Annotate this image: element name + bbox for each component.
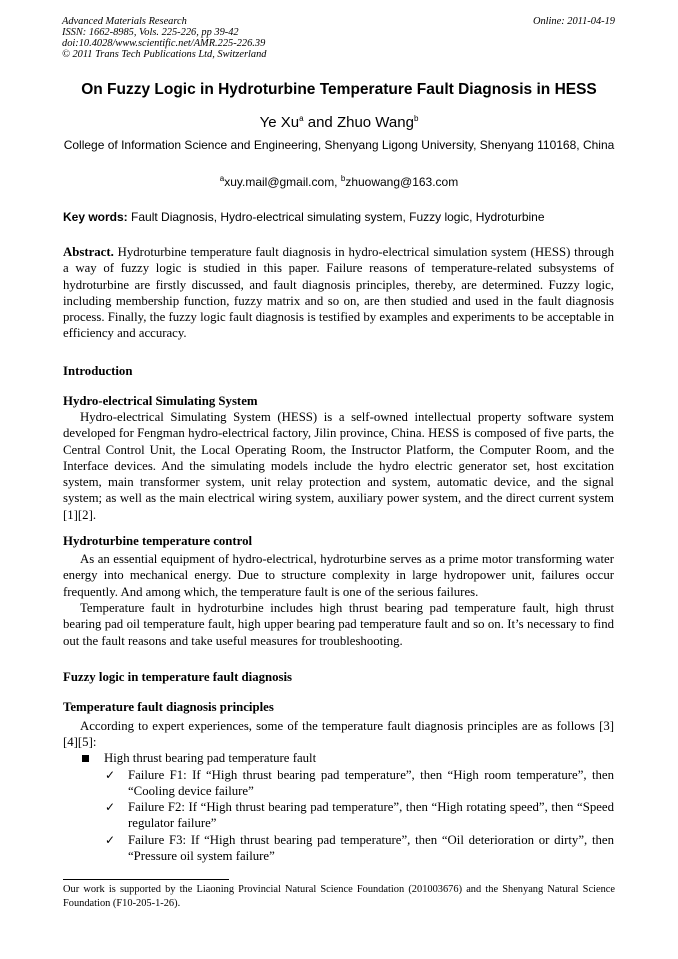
- online-date: Online: 2011-04-19: [532, 16, 615, 27]
- affiliation: College of Information Science and Engineering, Shenyang Ligong University, Shenyang 110168, China: [63, 138, 615, 152]
- keywords: [63, 210, 615, 225]
- email-superscript: b: [340, 174, 346, 183]
- checkmark-icon: ✓: [105, 833, 116, 847]
- author-superscript: a: [299, 114, 304, 123]
- author-name: Zhuo Wang: [336, 114, 414, 131]
- section-heading-fuzzy-logic: Fuzzy logic in temperature fault diagnosis: [63, 670, 293, 684]
- subsection-heading-hess: Hydro-electrical Simulating System: [63, 394, 258, 408]
- subsection-heading-principles: Temperature fault diagnosis principles: [63, 700, 274, 714]
- paragraph-principles: According to expert experiences, some of the temperature fault diagnosis principles are as follows [3][4][5]:: [63, 719, 614, 750]
- abstract-text: Hydroturbine temperature fault diagnosis in hydro-electrical simulation system (HESS) through a way of fuzzy logic is studied in this paper. Failure reasons of temperature-related subsystems of hydroturbine are firstly discussed, and fault diagnosis principles, thereby, are determined. Fuzzy logic, including membership function, fuzzy matrix and so on, are then studied and used in the fault diagnosis process. Finally, the fuzzy logic fault diagnosis is testified by examples and experiments to be acceptable in efficiency and accuracy.: [63, 245, 614, 341]
- abstract: [63, 244, 614, 342]
- square-bullet-icon: [82, 755, 89, 762]
- doi-line: doi:10.4028/www.scientific.net/AMR.225-226.39: [62, 38, 266, 49]
- bullet-item: High thrust bearing pad temperature fault: [104, 751, 317, 765]
- paragraph-hess: Hydro-electrical Simulating System (HESS) is a self-owned intellectual property software system developed for Fengman hydro-electrical factory, Jilin province, China. HESS is composed of five parts, the Central Control Unit, the Local Operating Room, the Instructor Platform, the Computer Room, and the Interface devices. And the simulating models include the hydro electric generator set, host excitation system, main transformer system, unit relay protection and system, automatic device, and the signal system; as well as the main electrical wiring system, auxiliary power system, and the direct current system [1][2].: [63, 410, 614, 522]
- checkmark-icon: ✓: [105, 768, 116, 782]
- paragraph-temperature-control-1: As an essential equipment of hydro-electrical, hydroturbine serves as a prime motor transforming water energy into mechanical energy. Due to structure complexity in large hydropower unit, failures occur frequently. And among which, the temperature fault is one of the serious failures.: [63, 552, 614, 599]
- email-address: zhuowang@163.com: [345, 175, 459, 189]
- paragraph-temperature-control-2: Temperature fault in hydroturbine includes high thrust bearing pad temperature fault, high thrust bearing pad oil temperature fault, high upper bearing pad temperature fault and so on. It’s necessary to find out the fault reasons and take useful measures for troubleshooting.: [63, 601, 614, 648]
- failure-item-f1: Failure F1: If “High thrust bearing pad temperature”, then “High room temperature”, then “Cooling device failure”: [128, 768, 614, 799]
- email-address: xuy.mail@gmail.com,: [224, 175, 341, 189]
- author-superscript: b: [413, 114, 419, 123]
- checkmark-icon: ✓: [105, 800, 116, 814]
- journal-name: Advanced Materials Research: [62, 16, 187, 27]
- author-name: Ye Xu: [259, 114, 300, 131]
- subsection-heading-temperature-control: Hydroturbine temperature control: [63, 534, 253, 548]
- paper-title: On Fuzzy Logic in Hydroturbine Temperature Fault Diagnosis in HESS: [81, 81, 597, 98]
- abstract-label: Abstract.: [63, 245, 114, 259]
- footnote-rule: [63, 879, 229, 880]
- copyright-line: © 2011 Trans Tech Publications Ltd, Switzerland: [62, 49, 267, 60]
- journal-header: [62, 16, 266, 60]
- issn-line: ISSN: 1662-8985, Vols. 225-226, pp 39-42: [62, 27, 239, 38]
- keywords-label: Key words:: [63, 210, 128, 224]
- keywords-text: Fault Diagnosis, Hydro-electrical simulating system, Fuzzy logic, Hydroturbine: [127, 210, 545, 224]
- failure-item-f3: Failure F3: If “High thrust bearing pad temperature”, then “Oil deterioration or dirty”, then “Pressure oil system failure”: [128, 833, 614, 864]
- failure-item-f2: Failure F2: If “High thrust bearing pad temperature”, then “High rotating speed”, then “Speed regulator failure”: [128, 800, 614, 831]
- footnote: Our work is supported by the Liaoning Provincial Natural Science Foundation (201003676) and the Shenyang Natural Science Foundation (F10-205-1-26).: [63, 884, 615, 909]
- email-line: [40, 175, 638, 190]
- email-superscript: a: [219, 174, 225, 183]
- author-line: [40, 113, 638, 133]
- section-heading-introduction: Introduction: [63, 364, 133, 378]
- author-conjunction: and: [303, 114, 337, 131]
